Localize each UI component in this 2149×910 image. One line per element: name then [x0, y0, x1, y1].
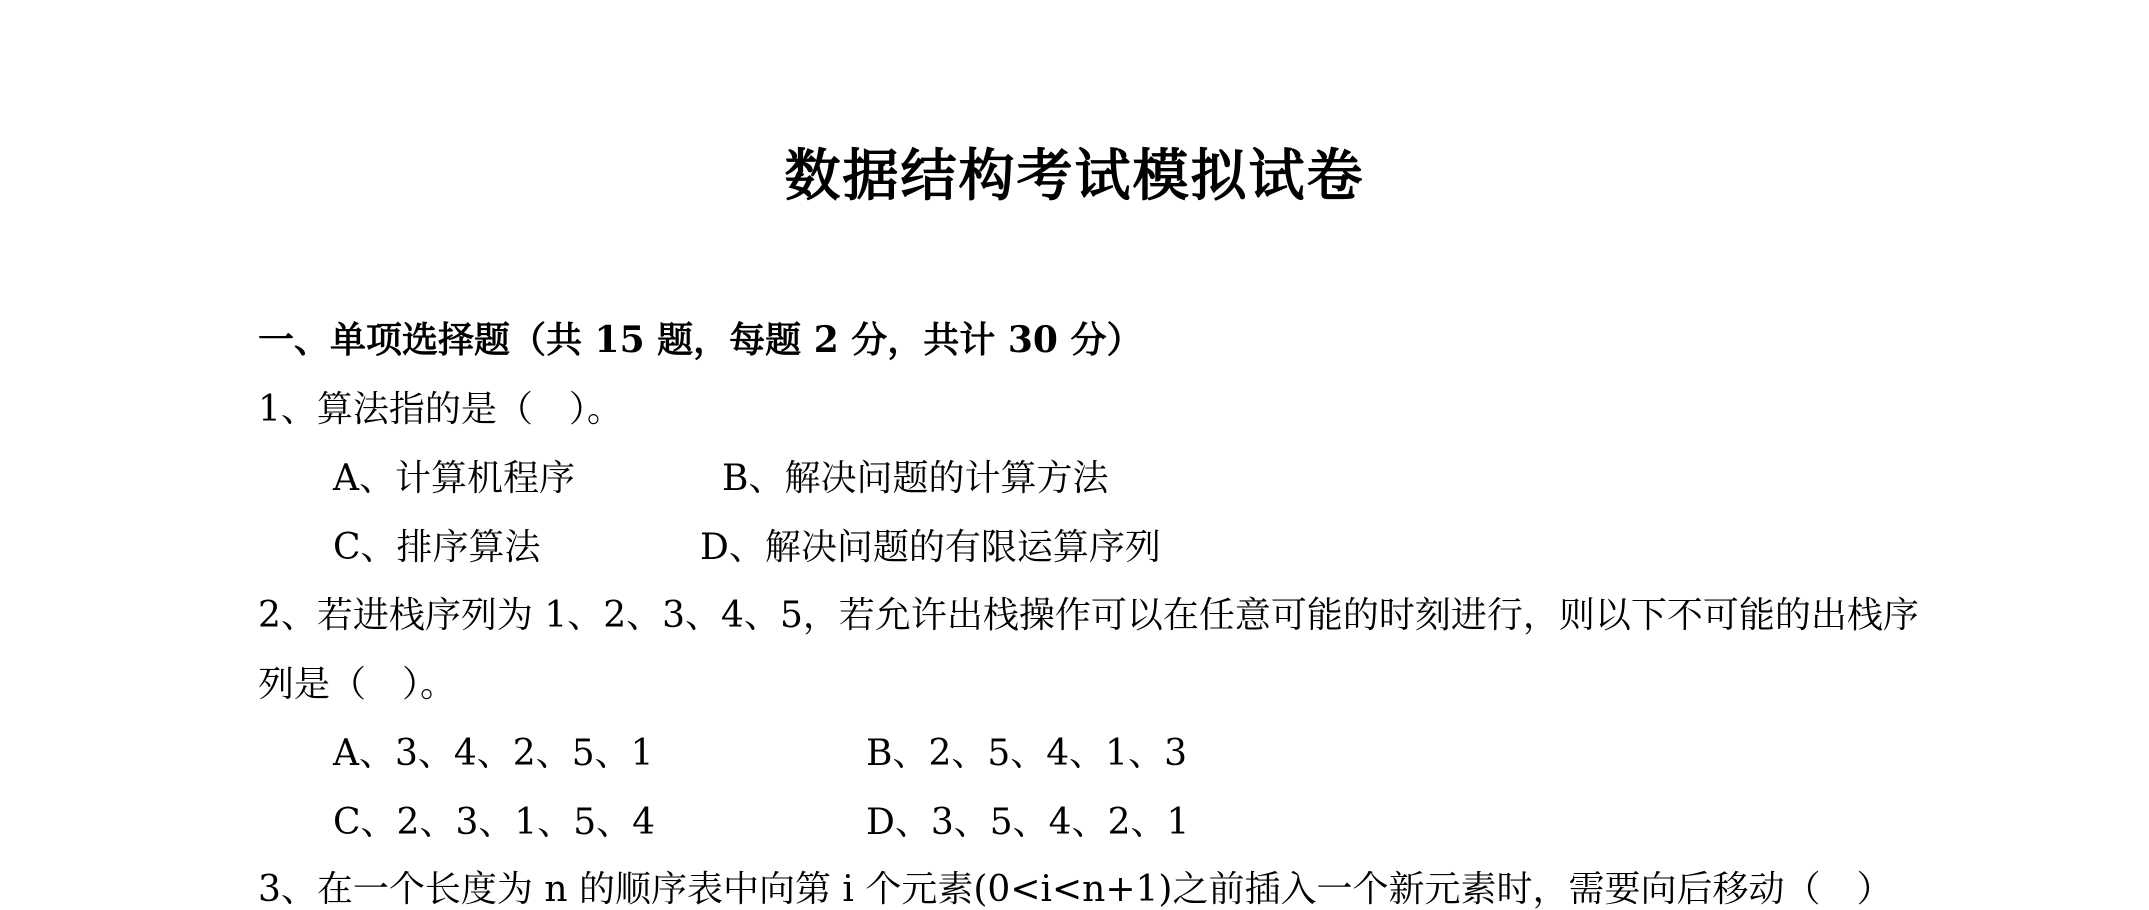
question-1-option-b: B、解决问题的计算方法 — [722, 458, 1109, 499]
question-2-option-b: B、2、5、4、1、3 — [866, 733, 1187, 774]
question-1-option-d: D、解决问题的有限运算序列 — [700, 527, 1161, 568]
question-2-stem: 2、若进栈序列为 1、2、3、4、5，若允许出栈操作可以在任意可能的时刻进行，则以下不可能的出栈序 — [258, 595, 1919, 636]
exam-title: 数据结构考试模拟试卷 — [784, 143, 1365, 209]
question-3-stem: 3、在一个长度为 n 的顺序表中向第 i 个元素(0<i<n+1)之前插入一个新元素时，需要向后移动（ ） — [258, 869, 1893, 910]
question-1-option-a: A、计算机程序 — [333, 458, 575, 499]
question-2-option-a: A、3、4、2、5、1 — [333, 733, 654, 774]
question-2-option-c: C、2、3、1、5、4 — [333, 802, 656, 843]
question-2-stem-continued: 列是（ ）。 — [258, 664, 457, 705]
question-1-option-c: C、排序算法 — [333, 527, 541, 568]
question-2-option-d: D、3、5、4、2、1 — [866, 802, 1190, 843]
section-heading: 一、单项选择题（共 15 题，每题 2 分，共计 30 分） — [258, 319, 1143, 361]
question-1-stem: 1、算法指的是（ ）。 — [258, 389, 623, 430]
